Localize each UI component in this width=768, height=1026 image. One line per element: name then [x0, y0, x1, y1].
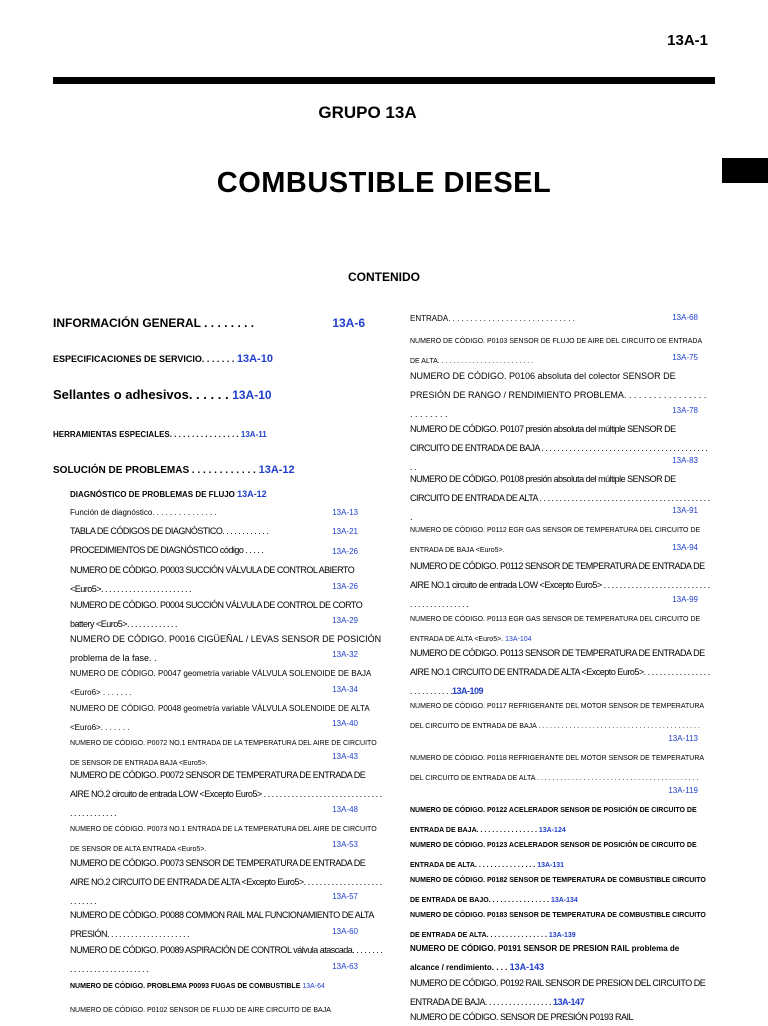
toc-entry[interactable]	[53, 338, 383, 376]
toc-entry[interactable]	[70, 853, 383, 905]
toc-page-ref[interactable]: 13A-40	[332, 719, 358, 728]
toc-entry[interactable]	[70, 999, 383, 1017]
toc-entry[interactable]	[70, 540, 383, 560]
toc-entry[interactable]	[53, 414, 383, 452]
toc-entry[interactable]	[70, 595, 383, 629]
toc-page-ref[interactable]: 13A-10	[236, 353, 273, 365]
toc-entry[interactable]	[410, 556, 710, 608]
toc-page-ref[interactable]: 13A-78	[672, 406, 698, 415]
toc-entry-text: ENTRADA. . . . . . . . . . . . . . . . . . . . . . . . . . . . .	[410, 314, 575, 323]
toc-entry[interactable]	[70, 502, 383, 521]
toc-page-ref[interactable]: 13A-13	[332, 508, 358, 517]
toc-entry[interactable]	[410, 330, 710, 366]
toc-entry-text: NUMERO DE CÓDIGO. P0003 SUCCIÓN VÁLVULA DE CONTROL ABIERTO <Euro5>. . . . . . . . . . . . . . . . . . . . . . .	[70, 565, 355, 594]
toc-left-column	[53, 308, 383, 1017]
toc-entry-text: NUMERO DE CÓDIGO. P0122 ACELERADOR SENSOR DE POSICIÓN DE CIRCUITO DE ENTRADA DE BAJA. . . . . . . . . . . . . . . .	[410, 807, 697, 834]
toc-entry[interactable]	[410, 366, 710, 419]
toc-page-ref[interactable]: 13A-57	[332, 892, 358, 901]
toc-entry[interactable]	[410, 904, 710, 938]
toc-entry-text: NUMERO DE CÓDIGO. P0072 SENSOR DE TEMPERATURA DE ENTRADA DE AIRE NO.2 circuito de entrada LOW <Excepto Euro5> . . . . . . . . . . . . . . . . . . . . . . . . . . . . . . . . . . . . . . . . . .	[70, 770, 382, 818]
toc-page-ref[interactable]: 13A-139	[548, 932, 576, 939]
toc-entry[interactable]	[410, 519, 710, 556]
toc-page-ref[interactable]: 13A-131	[537, 862, 565, 869]
toc-page-ref[interactable]: 13A-6	[332, 316, 365, 330]
page-title: COMBUSTIBLE DIESEL	[216, 167, 552, 199]
toc-entry[interactable]	[53, 452, 383, 484]
toc-entry-text: NUMERO DE CÓDIGO. P0102 SENSOR DE FLUJO DE AIRE CIRCUITO DE BAJA	[70, 1007, 331, 1014]
toc-entry[interactable]	[410, 834, 710, 869]
toc-page-ref[interactable]: 13A-26	[332, 582, 358, 591]
toc-entry[interactable]	[410, 973, 710, 1007]
toc-entry[interactable]	[410, 608, 710, 643]
toc-entry-text: INFORMACIÓN GENERAL . . . . . . . .	[53, 316, 255, 330]
toc-entry[interactable]	[70, 663, 383, 698]
group-heading: GRUPO 13A	[318, 103, 417, 122]
toc-entry-text: NUMERO DE CÓDIGO. P0047 geometría variable VÁLVULA SOLENOIDE DE BAJA <Euro6> . . . . . . .	[70, 669, 371, 697]
toc-page-ref[interactable]: 13A-64	[302, 983, 325, 990]
toc-entry-text: TABLA DE CÓDIGOS DE DIAGNÓSTICO. . . . . . . . . . . .	[70, 526, 269, 536]
toc-entry-text: NUMERO DE CÓDIGO. P0088 COMMON RAIL MAL FUNCIONAMIENTO DE ALTA PRESIÓN. . . . . . . . . . . . . . . . . . . . .	[70, 910, 374, 939]
toc-page-ref[interactable]: 13A-68	[672, 313, 698, 322]
toc-entry-text: NUMERO DE CÓDIGO. P0112 EGR GAS SENSOR DE TEMPERATURA DEL CIRCUITO DE ENTRADA DE BAJA <Euro5>.	[410, 527, 701, 554]
toc-entry[interactable]	[70, 521, 383, 540]
toc-entry-text: NUMERO DE CÓDIGO. P0107 presión absoluta del múltiple SENSOR DE CIRCUITO DE ENTRADA DE BAJA . . . . . . . . . . . . . . . . . . . . . . . . . . . . . . . . . . . . . . . . . . . .	[410, 424, 708, 472]
toc-page-ref[interactable]: 13A-134	[550, 897, 578, 904]
toc-page-ref[interactable]: 13A-147	[553, 997, 585, 1007]
toc-entry[interactable]	[70, 629, 383, 663]
toc-page-ref[interactable]: 13A-109	[452, 686, 484, 696]
toc-page-ref[interactable]: 13A-34	[332, 685, 358, 694]
toc-entry[interactable]	[53, 376, 383, 414]
toc-entry-text: NUMERO DE CÓDIGO. P0123 ACELERADOR SENSOR DE POSICIÓN DE CIRCUITO DE ENTRADA DE ALTA. . . . . . . . . . . . . . . .	[410, 842, 697, 869]
toc-entry[interactable]	[70, 905, 383, 940]
toc-entry[interactable]	[410, 419, 710, 472]
toc-entry[interactable]	[70, 975, 383, 999]
toc-page-ref[interactable]: 13A-12	[237, 489, 267, 499]
toc-page-ref[interactable]: 13A-99	[672, 595, 698, 604]
toc-entry-text: NUMERO DE CÓDIGO. P0191 SENSOR DE PRESION RAIL problema de alcance / rendimiento. . . .	[410, 944, 680, 972]
toc-entry-text: Sellantes o adhesivos. . . . . .	[53, 387, 233, 402]
toc-entry[interactable]	[70, 818, 383, 853]
toc-entry[interactable]	[70, 940, 383, 975]
toc-entry-text: PROCEDIMIENTOS DE DIAGNÓSTICO código . . . . .	[70, 545, 264, 555]
toc-entry[interactable]	[410, 469, 710, 522]
toc-page-ref[interactable]: 13A-60	[332, 927, 358, 936]
toc-entry[interactable]	[70, 484, 383, 502]
toc-page-ref[interactable]: 13A-29	[332, 616, 358, 625]
toc-entry-text: NUMERO DE CÓDIGO. PROBLEMA P0093 FUGAS DE COMBUSTIBLE	[70, 983, 303, 990]
toc-entry-text: NUMERO DE CÓDIGO. P0112 SENSOR DE TEMPERATURA DE ENTRADA DE AIRE NO.1 circuito de entrada LOW <Excepto Euro5> . . . . . . . . . . . . . . . . . . . . . . . . . . . . . . . . . . . . . . . . . .	[410, 561, 710, 609]
toc-page-ref[interactable]: 13A-48	[332, 805, 358, 814]
toc-entry[interactable]	[70, 698, 383, 732]
toc-page-ref[interactable]: 13A-104	[505, 636, 532, 643]
toc-page-ref[interactable]: 13A-63	[332, 962, 358, 971]
toc-entry-text: NUMERO DE CÓDIGO. P0118 REFRIGERANTE DEL MOTOR SENSOR DE TEMPERATURA DEL CIRCUITO DE ENTRADA DE ALTA . . . . . . . . . . . . . . . . . . . . . . . . . . . . . . . . . . . . . . . . . .	[410, 755, 704, 782]
toc-page-ref[interactable]: 13A-119	[668, 786, 698, 795]
toc-entry-text: ESPECIFICACIONES DE SERVICIO. . . . . . .	[53, 354, 237, 364]
toc-entry-text: SOLUCIÓN DE PROBLEMAS . . . . . . . . . . . .	[53, 465, 259, 476]
contents-heading: CONTENIDO	[348, 270, 420, 284]
toc-page-ref[interactable]: 13A-21	[332, 527, 358, 536]
toc-page-ref[interactable]: 13A-83	[672, 456, 698, 465]
toc-page-ref[interactable]: 13A-12	[258, 464, 295, 476]
toc-entry-text: NUMERO DE CÓDIGO. P0048 geometría variable VÁLVULA SOLENOIDE DE ALTA <Euro6>. . . . . . .	[70, 704, 370, 732]
toc-entry-text: HERRAMIENTAS ESPECIALES. . . . . . . . . . . . . . . .	[53, 430, 241, 439]
toc-entry-text: NUMERO DE CÓDIGO. P0073 SENSOR DE TEMPERATURA DE ENTRADA DE AIRE NO.2 CIRCUITO DE ENTRADA DE ALTA <Excepto Euro5>. . . . . . . . . . . . . . . . . . . . . . . . . . .	[70, 858, 382, 906]
toc-entry[interactable]	[410, 938, 710, 973]
toc-entry-text: NUMERO DE CÓDIGO. P0108 presión absoluta del múltiple SENSOR DE CIRCUITO DE ENTRADA DE ALTA . . . . . . . . . . . . . . . . . . . . . . . . . . . . . . . . . . . . . . . . . . . .	[410, 474, 710, 522]
toc-entry-text: NUMERO DE CÓDIGO. P0072 NO.1 ENTRADA DE LA TEMPERATURA DEL AIRE DE CIRCUITO DE SENSOR DE ENTRADA BAJA <Euro5>.	[70, 740, 377, 767]
toc-entry-text: NUMERO DE CÓDIGO. P0073 NO.1 ENTRADA DE LA TEMPERATURA DEL AIRE DE CIRCUITO DE SENSOR DE ALTA ENTRADA <Euro5>.	[70, 826, 377, 853]
toc-right-column	[410, 308, 710, 1025]
toc-page-ref[interactable]: 13A-26	[332, 547, 358, 556]
toc-entry-text: NUMERO DE CÓDIGO. P0089 ASPIRACIÓN DE CONTROL válvula atascada. . . . . . . . . . . . . . . . . . . . . . . . . . . .	[70, 945, 383, 974]
toc-entry[interactable]	[70, 560, 383, 595]
toc-entry-text: NUMERO DE CÓDIGO. P0113 SENSOR DE TEMPERATURA DE ENTRADA DE AIRE NO.1 CIRCUITO DE ENTRADA DE ALTA <Excepto Euro5>. . . . . . . . . . . . . . . . . . . . . . . . . . . .	[410, 648, 710, 696]
toc-entry[interactable]	[410, 308, 710, 330]
toc-entry[interactable]	[410, 1007, 710, 1025]
toc-page-ref[interactable]: 13A-75	[672, 353, 698, 362]
page-number: 13A-1	[667, 32, 708, 49]
toc-entry-text: DIAGNÓSTICO DE PROBLEMAS DE FLUJO	[70, 490, 238, 499]
toc-entry[interactable]	[410, 695, 710, 747]
toc-page-ref[interactable]: 13A-94	[672, 543, 698, 552]
toc-page-ref[interactable]: 13A-32	[332, 650, 358, 659]
toc-entry[interactable]	[410, 869, 710, 904]
header-rule	[53, 77, 715, 84]
toc-page-ref[interactable]: 13A-10	[232, 388, 272, 402]
toc-page-ref[interactable]: 13A-43	[332, 752, 358, 761]
toc-entry[interactable]	[70, 732, 383, 765]
toc-entry-text: NUMERO DE CÓDIGO. P0117 REFRIGERANTE DEL MOTOR SENSOR DE TEMPERATURA DEL CIRCUITO DE ENTRADA DE BAJA . . . . . . . . . . . . . . . . . . . . . . . . . . . . . . . . . . . . . . . . . .	[410, 703, 704, 730]
toc-page-ref[interactable]: 13A-53	[332, 840, 358, 849]
toc-entry-text: NUMERO DE CÓDIGO. P0016 CIGÜEÑAL / LEVAS SENSOR DE POSICIÓN problema de la fase. .	[70, 634, 382, 663]
toc-entry[interactable]	[70, 765, 383, 818]
toc-page-ref[interactable]: 13A-113	[668, 734, 698, 743]
toc-entry-text: NUMERO DE CÓDIGO. P0004 SUCCIÓN VÁLVULA DE CONTROL DE CORTO battery <Euro5>. . . . . . . . . . . . .	[70, 600, 363, 629]
toc-entry[interactable]	[410, 747, 710, 799]
toc-entry-text: NUMERO DE CÓDIGO. P0113 EGR GAS SENSOR DE TEMPERATURA DEL CIRCUITO DE ENTRADA DE ALTA <Euro5>.	[410, 616, 701, 643]
toc-page-ref[interactable]: 13A-143	[509, 962, 545, 972]
toc-entry[interactable]	[410, 799, 710, 834]
toc-entry[interactable]	[410, 643, 710, 695]
toc-entry-text: NUMERO DE CÓDIGO. P0183 SENSOR DE TEMPERATURA DE COMBUSTIBLE CIRCUITO DE ENTRADA DE ALTA. . . . . . . . . . . . . . . .	[410, 912, 706, 939]
toc-entry-text: NUMERO DE CÓDIGO. P0106 absoluta del colector SENSOR DE PRESIÓN DE RANGO / RENDIMIENTO PROBLEMA. . . . . . . . . . . . . . . . . . . . . . . . .	[410, 371, 707, 419]
toc-entry-text: Función de diagnóstico. . . . . . . . . . . . . . .	[70, 508, 217, 517]
toc-page-ref[interactable]: 13A-124	[538, 827, 566, 834]
toc-entry[interactable]	[53, 308, 383, 338]
toc-entry-text: NUMERO DE CÓDIGO. P0182 SENSOR DE TEMPERATURA DE COMBUSTIBLE CIRCUITO DE ENTRADA DE BAJO. . . . . . . . . . . . . . . .	[410, 877, 706, 904]
toc-entry-text: NUMERO DE CÓDIGO. SENSOR DE PRESIÓN P0193 RAIL	[410, 1012, 634, 1022]
toc-page-ref[interactable]: 13A-11	[240, 430, 267, 439]
toc-entry-text: NUMERO DE CÓDIGO. P0192 RAIL SENSOR DE PRESION DEL CIRCUITO DE ENTRADA DE BAJA. . . . . . . . . . . . . . . . .	[410, 978, 706, 1007]
toc-entry-text: NUMERO DE CÓDIGO. P0103 SENSOR DE FLUJO DE AIRE DEL CIRCUITO DE ENTRADA DE ALTA. . . . . . . . . . . . . . . . . . . . . . . . .	[410, 338, 702, 365]
toc-page-ref[interactable]: 13A-91	[672, 506, 698, 515]
